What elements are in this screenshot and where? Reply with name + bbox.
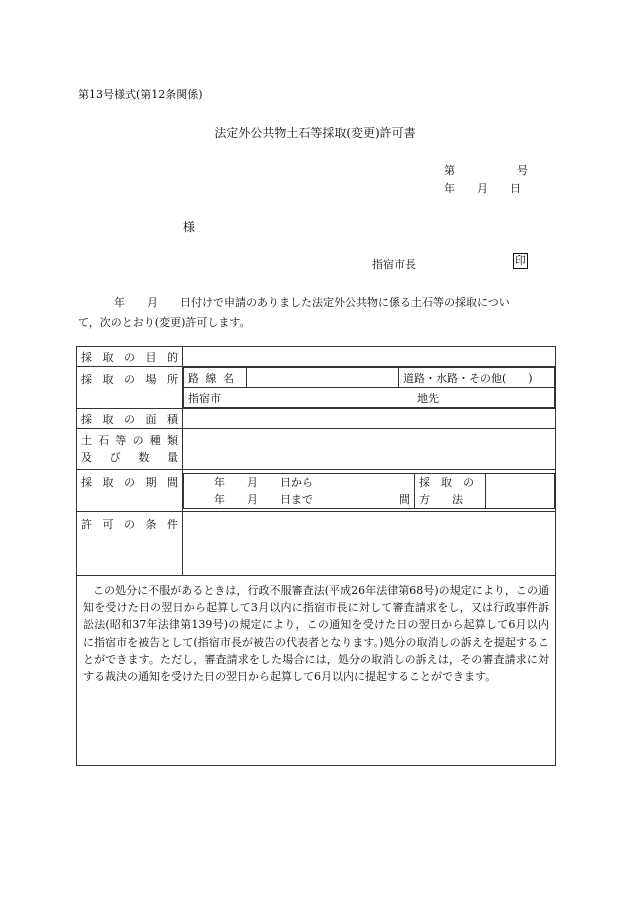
issue-year-label: 年 — [444, 182, 455, 195]
intro-line-1: 年 月 日付けで申請のありました法定外公共物に係る土石等の採取につい — [114, 296, 510, 309]
spread-label: 路 線 名 — [188, 371, 234, 385]
spread-label: 土 石 等 の 種 類 — [81, 434, 178, 447]
issue-month-label: 月 — [477, 182, 488, 195]
addressee: 様 — [183, 220, 196, 234]
issue-number-suffix: 号 — [517, 164, 528, 177]
spread-label: 採 取 の 場 所 — [81, 373, 178, 386]
route-value — [247, 368, 399, 388]
row-period — [77, 470, 556, 512]
row-purpose — [77, 347, 556, 367]
appeal-notice-text: この処分に不服があるときは，行政不服審査法(平成26年法律第68号)の規定により，この通知を受けた日の翌日から起算して3月以内に指宿市長に対して審査請求をし，又は行政事件訴訟法(昭和37年法律第139号)の規定により，この通知を受けた日の翌日から起算して6月以内に指宿市を被告として(指宿市長が被告の代表者となります。)処分の取消しの訴えを提起することができます。ただし，審査請求をした場合には，処分の取消しの訴えは，その審査請求に対する裁決の通知を受けた日の翌日から起算して6月以内に提起することができます。 — [83, 584, 549, 684]
issuer: 指宿市長 — [372, 258, 416, 271]
period-value — [183, 470, 556, 512]
route-label — [184, 368, 247, 388]
area-value — [183, 409, 556, 429]
spread-label: 許 可 の 条 件 — [81, 518, 178, 531]
spread-label: 採 取 の 面 積 — [81, 412, 178, 426]
method-label — [415, 473, 486, 508]
issue-number-label: 第 — [444, 164, 455, 177]
period-label — [77, 470, 183, 512]
row-area — [77, 409, 556, 429]
type-value — [183, 429, 556, 470]
method-value — [486, 473, 555, 508]
spread-label: 採 取 の 期 間 — [81, 476, 178, 489]
purpose-label — [77, 347, 183, 367]
period-kan: 間 — [399, 492, 410, 506]
method-label-2: 方 法 — [419, 492, 463, 506]
method-label-1: 採 取 の — [419, 475, 474, 489]
period-subtable — [183, 473, 555, 509]
area-label — [77, 409, 183, 429]
place-subtable — [183, 367, 555, 408]
row-conditions — [77, 512, 556, 576]
issue-date — [444, 180, 521, 196]
conditions-label — [77, 512, 183, 576]
type-label — [77, 429, 183, 470]
spread-label: 採 取 の 目 的 — [81, 350, 178, 364]
seal-mark: 印 — [515, 254, 526, 267]
location-line — [184, 388, 555, 408]
form-number: 第13号様式(第12条関係) — [78, 88, 203, 101]
road-type: 道路・水路・その他( ) — [399, 368, 555, 388]
period-dates — [184, 473, 415, 508]
spread-label: 及 び 数 量 — [81, 451, 178, 464]
lot-label: 地先 — [417, 391, 439, 405]
period-from: 年 月 日から — [214, 475, 313, 489]
place-value — [183, 367, 556, 409]
intro-line-2: て，次のとおり(変更)許可します。 — [78, 316, 251, 329]
row-place — [77, 367, 556, 409]
permit-table — [76, 346, 556, 766]
issue-day-label: 日 — [510, 182, 521, 195]
period-to: 年 月 日まで — [214, 492, 313, 506]
conditions-value — [183, 512, 556, 576]
row-type — [77, 429, 556, 470]
intro-text — [78, 293, 558, 333]
purpose-value — [183, 347, 556, 367]
place-label — [77, 367, 183, 409]
issue-number — [444, 162, 528, 178]
appeal-notice — [77, 576, 556, 766]
city-label: 指宿市 — [188, 391, 221, 405]
document-title: 法定外公共物土石等採取(変更)許可書 — [214, 126, 416, 140]
row-notice — [77, 576, 556, 766]
